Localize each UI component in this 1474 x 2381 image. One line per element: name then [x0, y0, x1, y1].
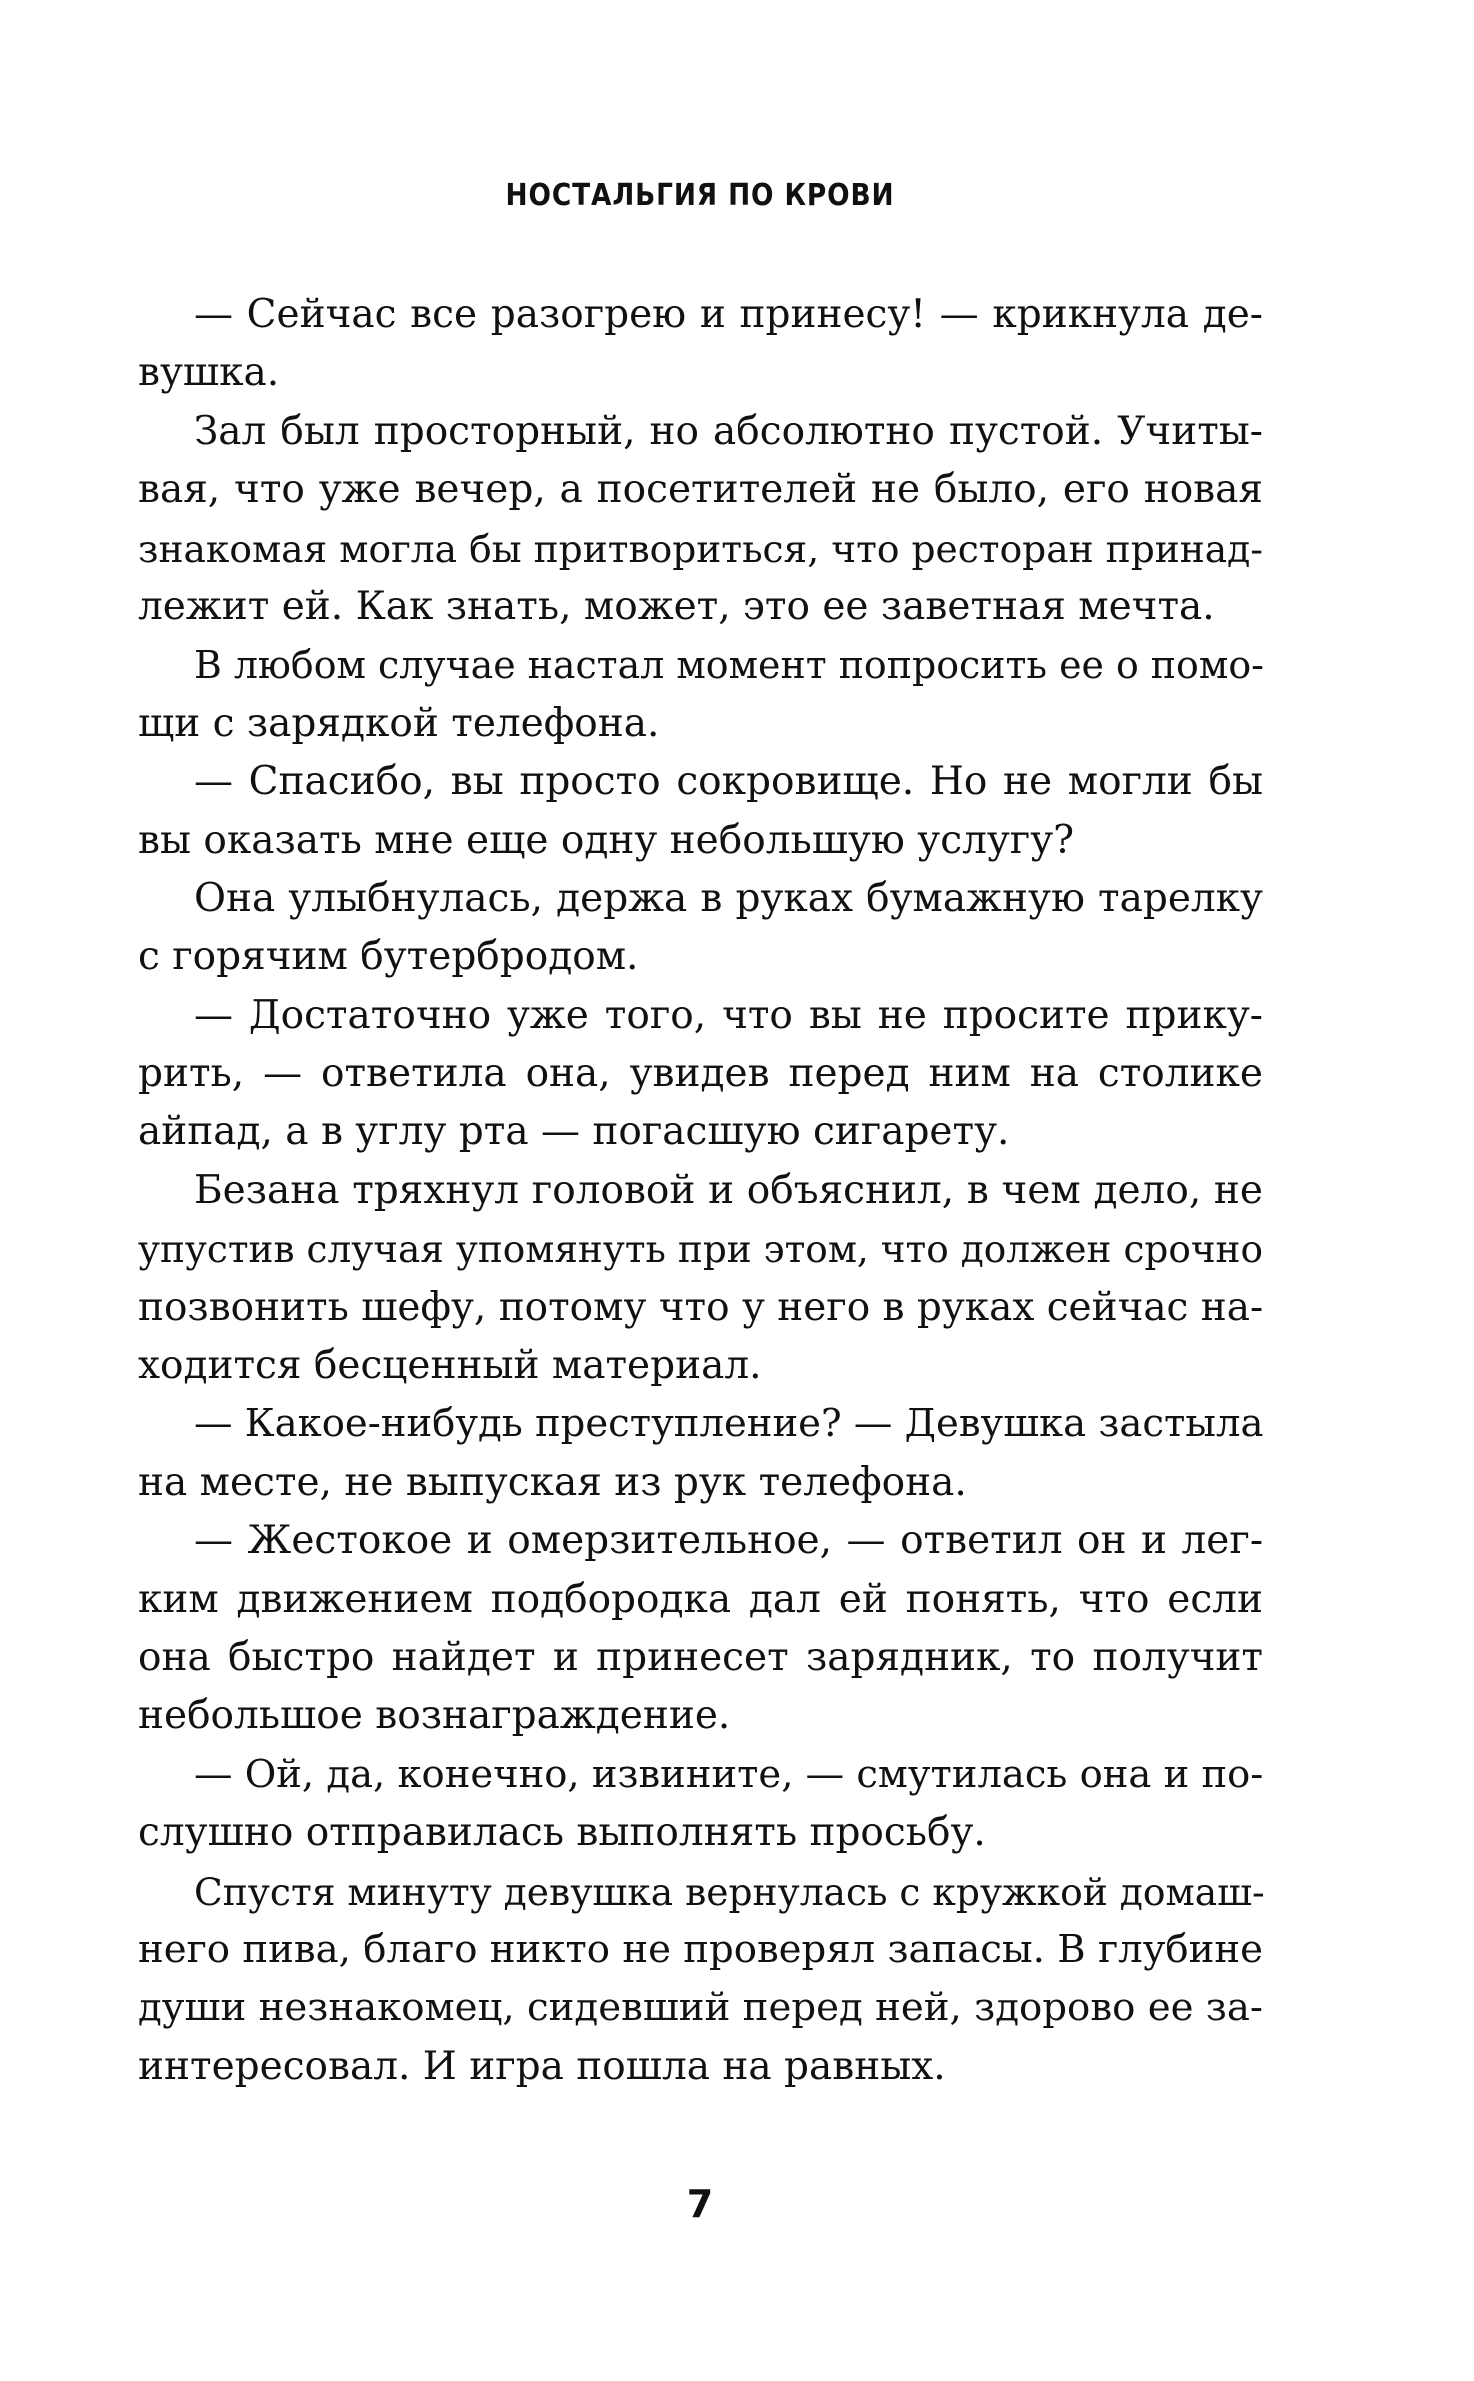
text-line: вая, что уже вечер, а посетителей не было, его новая — [138, 467, 1263, 513]
text-line: ким движением подбородка дал ей понять, что если — [138, 1576, 1263, 1622]
text-line: позвонить шефу, потому что у него в руках сейчас на- — [138, 1284, 1264, 1330]
text-line: — Спасибо, вы просто сокровище. Но не могли бы — [194, 759, 1263, 805]
text-line: лежит ей. Как знать, может, это ее заветная мечта. — [138, 583, 1215, 629]
text-line: она быстро найдет и принесет зарядник, то получит — [138, 1634, 1263, 1680]
text-line: него пива, благо никто не проверял запасы. В глубине — [138, 1926, 1263, 1972]
text-line: души незнакомец, сидевший перед ней, здорово ее за- — [138, 1985, 1263, 2031]
text-line: интересовал. И игра пошла на равных. — [138, 2043, 946, 2089]
running-head: НОСТАЛЬГИЯ ПО КРОВИ — [505, 178, 895, 213]
body-text — [138, 286, 1263, 2096]
text-line: — Достаточно уже того, что вы не просите прику- — [194, 992, 1263, 1038]
text-line: с горячим бутербродом. — [138, 934, 639, 980]
text-line: вушка. — [138, 350, 280, 396]
page-number: 7 — [686, 2182, 714, 2226]
text-line: Зал был просторный, но абсолютно пустой. Учиты- — [194, 408, 1263, 454]
text-line: небольшое вознаграждение. — [138, 1693, 731, 1739]
text-line: слушно отправилась выполнять просьбу. — [138, 1810, 986, 1856]
text-line: вы оказать мне еще одну небольшую услугу? — [138, 817, 1075, 863]
text-line: — Какое-нибудь преступление? — Девушка застыла — [194, 1401, 1264, 1447]
text-line: — Жестокое и омерзительное, — ответил он и лег- — [194, 1518, 1263, 1564]
text-line: рить, — ответила она, увидев перед ним на столике — [138, 1051, 1263, 1097]
text-line: — Сейчас все разогрею и принесу! — крикнула де- — [194, 292, 1263, 337]
text-line: Она улыбнулась, держа в руках бумажную тарелку — [194, 875, 1263, 921]
text-line: айпад, а в углу рта — погасшую сигарету. — [138, 1109, 1010, 1155]
text-line: Спустя минуту девушка вернулась с кружкой домаш- — [194, 1869, 1265, 1914]
text-line: — Ой, да, конечно, извините, — смутилась она и по- — [194, 1751, 1264, 1797]
text-line: упустив случая упомянуть при этом, что должен срочно — [138, 1227, 1263, 1272]
text-line: Безана тряхнул головой и объяснил, в чем дело, не — [194, 1167, 1263, 1213]
text-line: В любом случае настал момент попросить ее о помо- — [194, 643, 1264, 688]
text-line: ходится бесценный материал. — [138, 1343, 762, 1389]
text-line: знакомая могла бы притвориться, что ресторан принад- — [138, 526, 1263, 571]
text-line: щи с зарядкой телефона. — [138, 700, 660, 746]
text-line: на месте, не выпуская из рук телефона. — [138, 1459, 967, 1505]
